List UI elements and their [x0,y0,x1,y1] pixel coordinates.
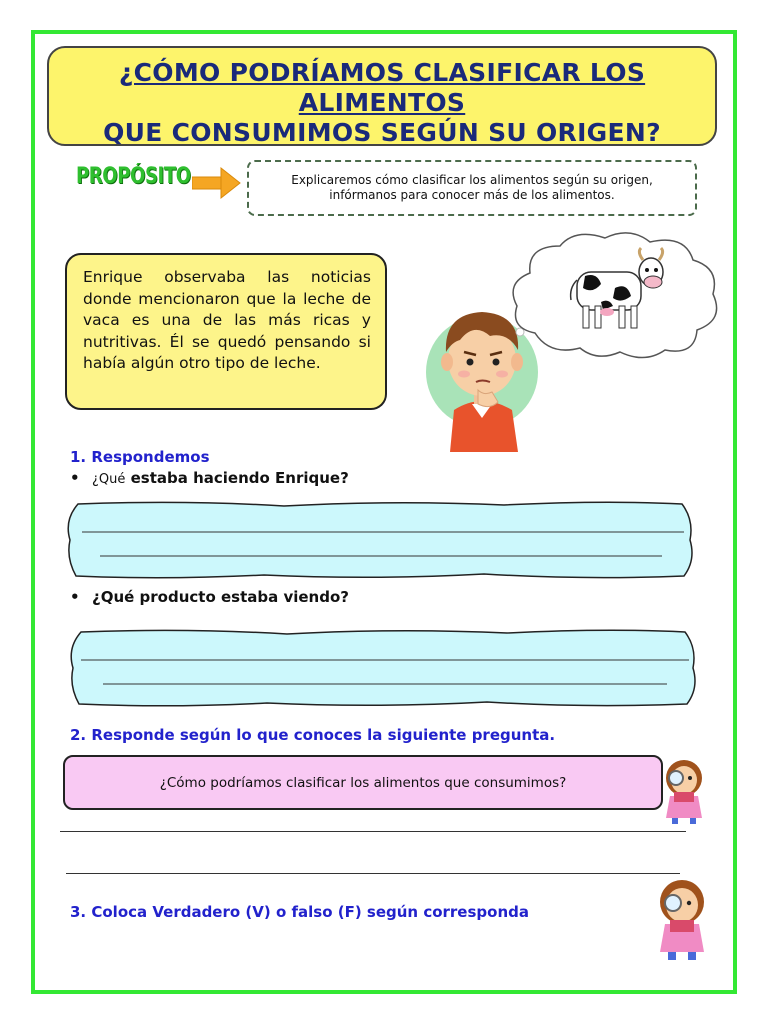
answer-line-1[interactable] [60,831,686,832]
bullet: • [70,469,80,487]
answer-box-1[interactable] [64,500,696,580]
title-banner [47,46,717,146]
answer-line-2[interactable] [66,873,680,874]
purpose-text-line-2: infórmanos para conocer más de los alimentos. [329,188,615,202]
section-2-heading: 2. Responde según lo que conoces la siguiente pregunta. [70,726,556,744]
question-2-text: ¿Qué producto estaba viendo? [92,588,349,606]
girl-magnifier-illustration [654,876,714,966]
question-1-prefix: ¿Qué [92,472,126,487]
section-1-heading: 1. Respondemos [70,448,210,466]
purpose-text-line-1: Explicaremos cómo clasificar los alimentos según su origen, [291,173,653,187]
thought-cloud-cow-illustration [505,228,725,363]
purpose-label: PROPÓSITO [76,164,191,189]
purpose-box [247,160,697,216]
question-box: ¿Cómo podríamos clasificar los alimentos que consumimos? [63,755,663,810]
arrow-right-icon [192,166,242,200]
section-3-heading: 3. Coloca Verdadero (V) o falso (F) según corresponda [70,903,529,921]
title-line-3: QUE CONSUMIMOS SEGÚN SU ORIGEN? [103,118,661,146]
answer-box-2[interactable] [67,628,699,708]
girl-magnifier-illustration [660,756,712,826]
bullet: • [70,588,80,606]
question-2 [70,588,349,606]
story-box: Enrique observaba las noticias donde mencionaron que la leche de vaca es una de las más ricas y nutritivas. Él se quedó pensando si había algún otro tipo de leche. [65,253,387,410]
title-line-1: ¿CÓMO PODRÍAMOS CLASIFICAR LOS [118,58,646,87]
question-1-text: estaba haciendo Enrique? [125,469,349,487]
title-line-2: ALIMENTOS [298,88,466,117]
question-1 [70,469,349,487]
